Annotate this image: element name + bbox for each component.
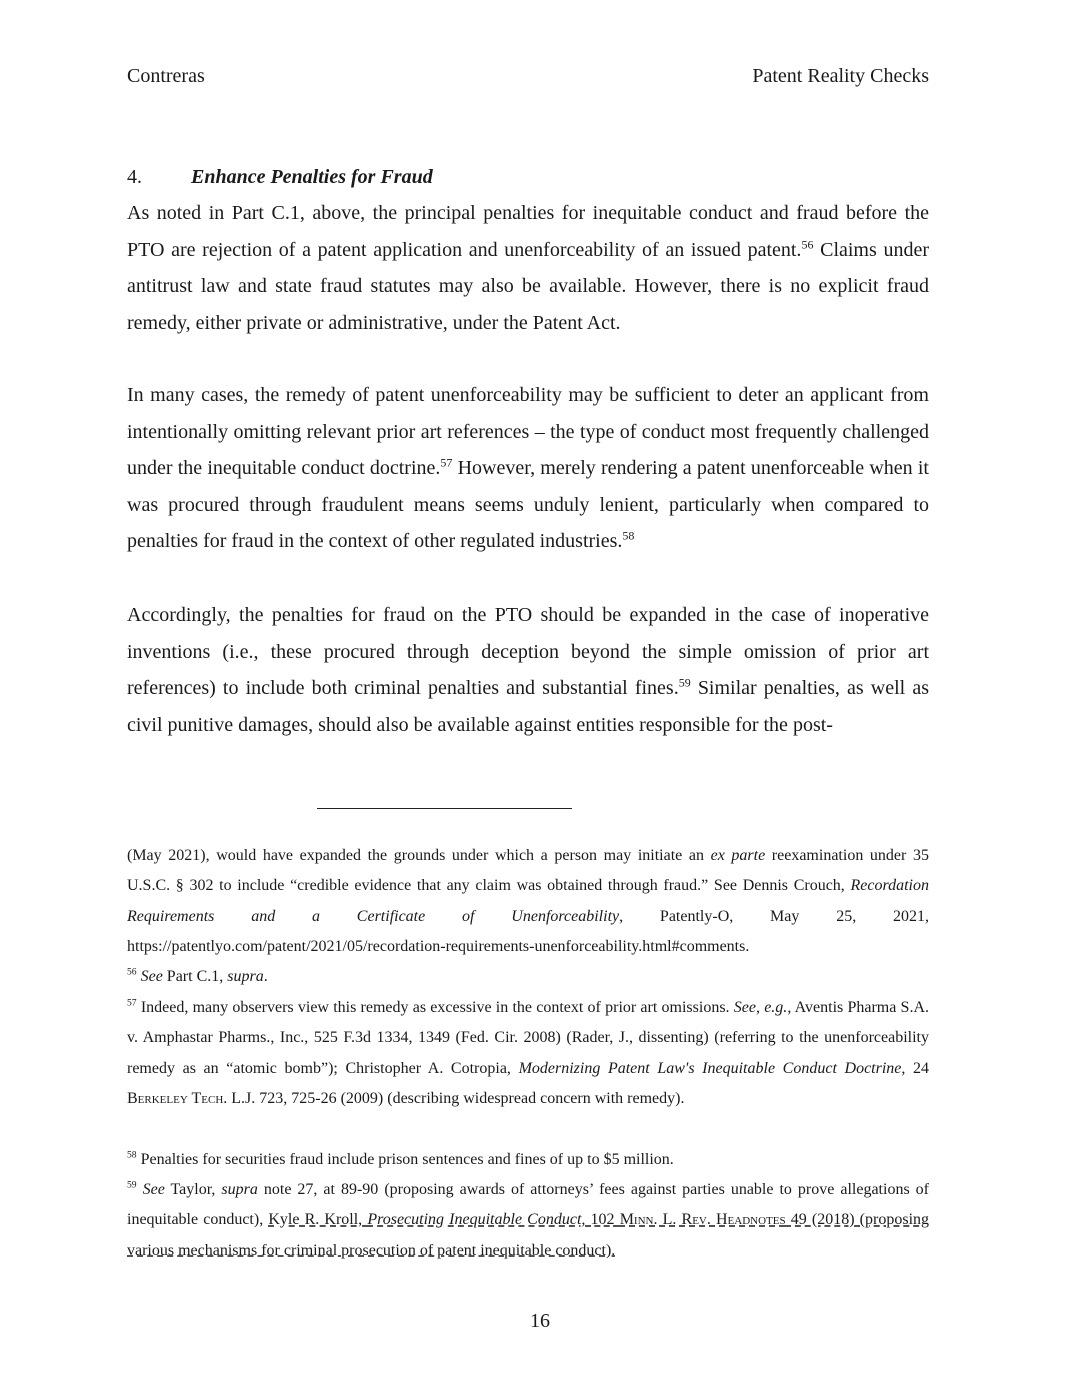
footnote-italic: supra (221, 1181, 258, 1198)
footnote-divider (317, 808, 572, 809)
footnote-number: 57 (127, 997, 137, 1009)
footnote-italic: Recordation Requirements and a Certificate of Unenforceability (127, 877, 929, 925)
footnote-italic: Modernizing Patent Law's Inequitable Conduct Doctrine (518, 1059, 902, 1077)
footnote-continued (127, 841, 929, 963)
paragraph-text: In many cases, the remedy of patent unenforceability may be sufficient to deter an applicant from intentionally omitting relevant prior art references – the type of conduct most frequently challenged under the inequitable conduct doctrine. (127, 384, 929, 479)
footnote-ref-57[interactable]: 57 (440, 455, 453, 470)
footnote-italic: ex parte (710, 847, 766, 864)
paragraph-text: However, merely rendering a patent unenforceable when it was procured through fraudulent means seems unduly lenient, particularly when compared to penalties for fraud in the context of other regulated industries. (127, 457, 929, 552)
footnote-text: L.J. 723, 725-26 (2009) (describing widespread concern with remedy). (227, 1090, 685, 1108)
footnote-text: (May 2021), would have expanded the grounds under which a person may initiate an (127, 847, 711, 864)
inserted-text: 49 (2018) (proposing various mechanisms for criminal prosecution of patent inequitable conduct). (127, 1211, 930, 1259)
footnote-text: . (263, 968, 268, 985)
footnote-text: note 27, at 89-90 (proposing awards of attorneys’ fees against parties unable to prove allegations of inequitable conduct), (127, 1181, 929, 1229)
footnote-text: Taylor, (164, 1181, 222, 1198)
paragraph-2 (127, 377, 929, 560)
paragraph-text: Accordingly, the penalties for fraud on the PTO should be expanded in the case of inoperative inventions (i.e., these procured through deception beyond the simple omission of prior art references) to include both criminal penalties and substantial fines. (127, 604, 929, 699)
inserted-text: Kyle R. Kroll, (268, 1211, 368, 1229)
footnote-number: 56 (127, 966, 137, 978)
footnote-58 (127, 1145, 929, 1175)
footnote-text: reexamination under 35 U.S.C. § 302 to include “credible evidence that any claim was obtained through fraud.” See Dennis Crouch, (127, 847, 929, 895)
footnote-56 (127, 962, 929, 992)
paragraph-3 (127, 597, 929, 743)
footnote-text: Part C.1, (162, 968, 228, 985)
inserted-text: 102 (585, 1211, 620, 1229)
header-title: Patent Reality Checks (752, 65, 929, 87)
footnote-text: , Aventis Pharma S.A. v. Amphastar Pharms., Inc., 525 F.3d 1334, 1349 (Fed. Cir. 2008) (Rader, J., dissenting) (referring to the unenforceability remedy as an “atomic bomb”); Christopher A. Cotropia, (127, 999, 930, 1077)
footnote-59 (127, 1175, 929, 1266)
inserted-text: Prosecuting Inequitable Conduct, (367, 1211, 586, 1229)
journal-name: Berkeley Tech. (127, 1090, 228, 1108)
footnote-text: Penalties for securities fraud include prison sentences and fines of up to $5 million. (136, 1151, 674, 1168)
paragraph-1 (127, 195, 929, 341)
paragraph-text: As noted in Part C.1, above, the principal penalties for inequitable conduct and fraud before the PTO are rejection of a patent application and unenforceability of an issued patent. (127, 202, 929, 261)
paragraph-text: Similar penalties, as well as civil punitive damages, should also be available against entities responsible for the post- (127, 677, 929, 736)
footnote-text: , 24 (901, 1059, 930, 1077)
inserted-text: Minn. L. Rev. Headnotes (619, 1211, 786, 1229)
footnote-ref-56[interactable]: 56 (801, 236, 814, 251)
page-number: 16 (530, 1310, 550, 1332)
footnote-text: , Patently-O, May 25, 2021, https://patentlyo.com/patent/2021/05/recordation-requirements-unenforceability.html#comments. (127, 907, 930, 956)
footnote-ref-59[interactable]: 59 (678, 675, 691, 690)
header-author: Contreras (127, 65, 205, 87)
footnote-italic: See, e.g. (733, 999, 788, 1016)
paragraph-text: Claims under antitrust law and state fraud statutes may also be available. However, there is no explicit fraud remedy, either private or administrative, under the Patent Act. (127, 238, 929, 334)
running-header (127, 62, 929, 90)
section-heading (127, 164, 433, 190)
footnote-number: 59 (127, 1179, 137, 1191)
footnote-ref-58[interactable]: 58 (622, 528, 635, 543)
section-number: 4. (127, 166, 142, 188)
footnote-italic: See (142, 1181, 165, 1198)
footnote-italic: See (140, 968, 163, 985)
footnote-57 (127, 993, 929, 1115)
section-title: Enhance Penalties for Fraud (191, 166, 433, 188)
footnote-italic: supra (227, 968, 264, 985)
footnote-number: 58 (127, 1149, 137, 1161)
footnote-text: Indeed, many observers view this remedy as excessive in the context of prior art omissions. (136, 999, 734, 1016)
